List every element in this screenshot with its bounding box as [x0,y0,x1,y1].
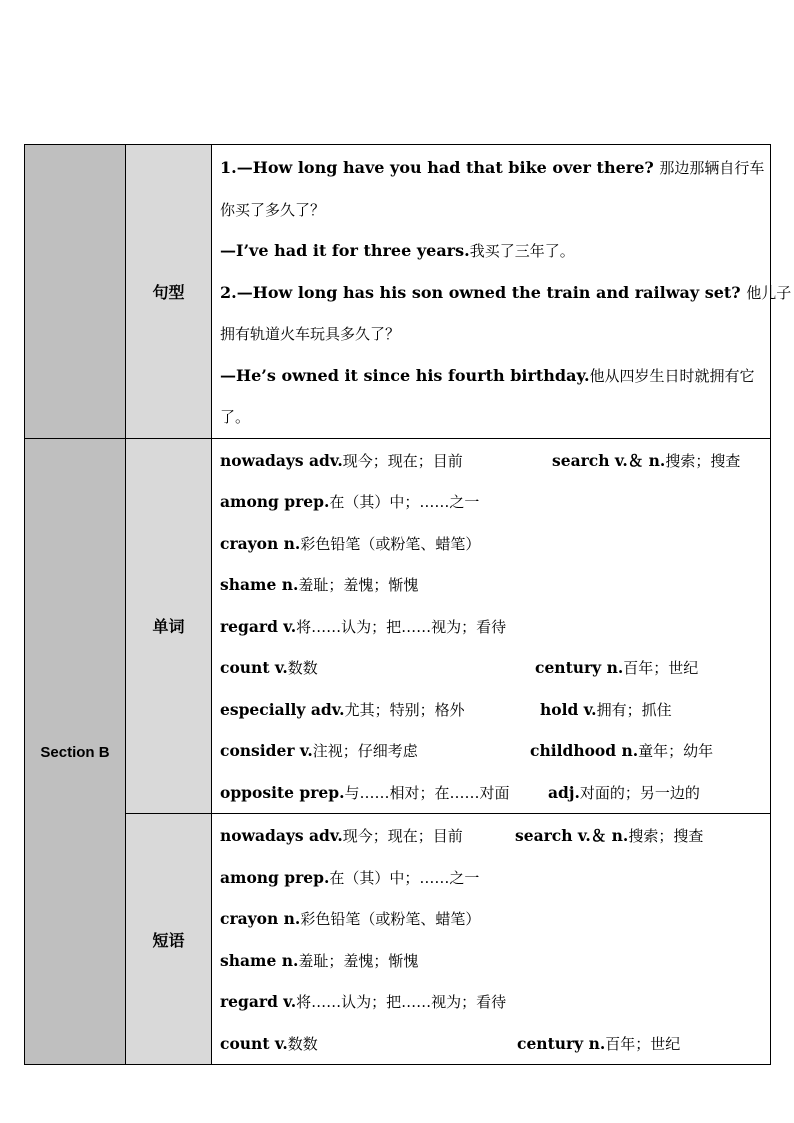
phrase-label-cell [126,814,212,1065]
sentence-content [212,145,792,439]
word-content [212,438,771,814]
sentence-line: 了。 [220,408,251,426]
word-line: opposite prep.与……相对；在……对面 adj.对面的；另一边的 [220,782,700,802]
word-line: nowadays adv.现今；现在；目前 search v.＆ n.搜索；搜查 [220,450,741,470]
section-label: Section B [40,743,110,761]
sentence-line: 你买了多久了？ [220,200,326,219]
word-label-cell [126,438,212,814]
word-label: 单词 [152,617,185,637]
section-cell-blank [25,145,126,439]
word-row [25,438,771,814]
phrase-content [212,814,771,1065]
sentence-line: 2.—How long has his son owned the train and railway set? 他儿子 [220,282,792,302]
word-line: crayon n.彩色铅笔（或粉笔、蜡笔） [220,533,481,553]
sentence-line: —I’ve had it for three years.我买了三年了。 [220,241,575,260]
sentence-row [25,145,771,439]
sentence-label-cell [126,145,212,439]
sentence-label: 句型 [152,282,185,302]
sentence-line: 1.—How long have you had that bike over there? 那边那辆自行车 [220,158,765,177]
sentence-line: 拥有轨道火车玩具多久了？ [220,325,401,343]
word-line: count v.数数 century n.百年；世纪 [220,658,699,677]
phrase-row [25,814,771,1065]
sentence-line: —He’s owned it since his fourth birthday.他从四岁生日时就拥有它 [220,365,755,385]
phrase-line: count v.数数 century n.百年；世纪 [220,1033,681,1053]
phrase-line: crayon n.彩色铅笔（或粉笔、蜡笔） [220,909,481,928]
phrase-label: 短语 [152,930,185,950]
word-line: especially adv.尤其；特别；格外 hold v.拥有；抓住 [220,699,672,719]
word-line: consider v.注视；仔细考虑 childhood n.童年；幼年 [220,741,714,760]
vocabulary-table [24,144,792,1065]
phrase-line: shame n.羞耻；羞愧；惭愧 [220,950,419,970]
section-cell [25,438,126,1065]
phrase-line: among prep.在（其）中；……之一 [220,867,480,887]
phrase-line: regard v.将……认为；把……视为；看待 [220,992,507,1011]
word-line: shame n.羞耻；羞愧；惭愧 [220,575,419,594]
word-line: regard v.将……认为；把……视为；看待 [220,616,507,636]
phrase-line: nowadays adv.现今；现在；目前 search v.＆ n.搜索；搜查 [220,826,704,845]
word-line: among prep.在（其）中；……之一 [220,492,480,511]
